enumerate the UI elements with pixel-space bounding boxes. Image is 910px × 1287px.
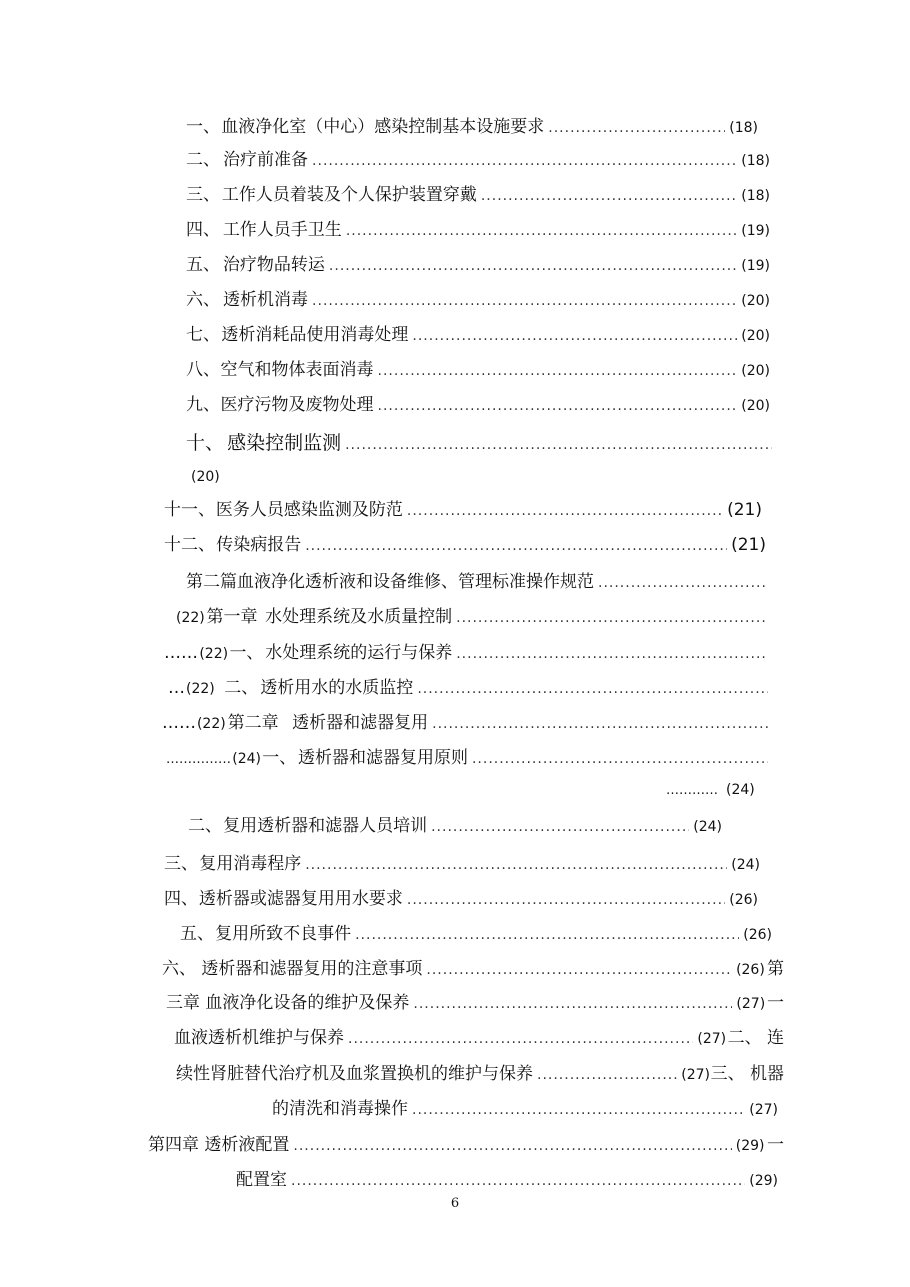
toc-number: 七、 bbox=[186, 325, 220, 345]
leader-dots bbox=[312, 150, 737, 172]
toc-entry bbox=[166, 747, 772, 771]
toc-page: (22) bbox=[186, 681, 215, 697]
toc-title: 医疗污物及废物处理 bbox=[220, 395, 374, 415]
toc-page: (24) bbox=[731, 857, 760, 873]
leader-dots bbox=[472, 748, 768, 770]
toc-page-wrapped bbox=[191, 466, 220, 488]
toc-page: (24) bbox=[693, 819, 722, 835]
toc-page: (29) bbox=[749, 1173, 778, 1189]
toc-entry bbox=[186, 394, 770, 417]
toc-entry bbox=[186, 289, 770, 312]
chapter-label: 第一章 bbox=[206, 607, 258, 627]
toc-entry bbox=[164, 499, 762, 522]
toc-title: 续性肾脏替代治疗机及血浆置换机的维护与保养 bbox=[176, 1064, 533, 1084]
leader-dots bbox=[417, 678, 768, 700]
toc-page: (21) bbox=[727, 500, 762, 520]
toc-title: 透析用水的水质监控 bbox=[260, 678, 414, 698]
toc-title: 透析器或滤器复用用水要求 bbox=[198, 889, 403, 909]
toc-title: 六、 透析器和滤器复用的注意事项 bbox=[162, 959, 423, 979]
toc-page: (20) bbox=[741, 398, 770, 414]
leader-dots bbox=[426, 959, 732, 981]
leader-dots bbox=[293, 1135, 731, 1157]
toc-number: 三、 bbox=[186, 185, 220, 205]
leader-dots: … bbox=[168, 678, 185, 698]
chapter-label: 第二章 bbox=[227, 713, 279, 733]
leader-dots bbox=[598, 572, 768, 594]
toc-entry bbox=[186, 254, 770, 277]
toc-title: 三章 血液净化设备的维护及保养 bbox=[166, 993, 410, 1013]
toc-page-wrapped bbox=[666, 779, 755, 802]
toc-page: (19) bbox=[741, 223, 770, 239]
toc-entry bbox=[168, 677, 772, 700]
toc-entry bbox=[176, 606, 772, 629]
toc-number: 二、 bbox=[186, 150, 220, 170]
toc-title: 空气和物体表面消毒 bbox=[220, 360, 374, 380]
toc-title: 医务人员感染监测及防范 bbox=[215, 500, 403, 520]
leader-dots bbox=[407, 500, 723, 522]
toc-number: 五、 bbox=[180, 924, 214, 944]
toc-page: (24) bbox=[726, 782, 755, 798]
leader-dots bbox=[456, 643, 768, 665]
toc-page: (18) bbox=[741, 188, 770, 204]
toc-page: (29) bbox=[735, 1138, 765, 1154]
toc-number: 二、 bbox=[188, 816, 222, 836]
toc-title: 透析器和滤器复用 bbox=[292, 713, 429, 733]
leader-dots bbox=[345, 434, 772, 456]
toc-number: 一、 bbox=[262, 748, 297, 768]
toc-page: (27) bbox=[749, 1102, 778, 1118]
toc-title: 第四章 透析液配置 bbox=[148, 1135, 290, 1155]
toc-fragment: 一 bbox=[767, 993, 784, 1013]
toc-page: (27) bbox=[736, 996, 766, 1012]
toc-title: 第二篇血液净化透析液和设备维修、管理标准操作规范 bbox=[186, 572, 594, 592]
toc-entry bbox=[188, 815, 722, 838]
toc-title: 血液净化室（中心）感染控制基本设施要求 bbox=[221, 117, 545, 137]
toc-number: 六、 bbox=[186, 290, 220, 310]
toc-title: 工作人员着装及个人保护装置穿戴 bbox=[221, 185, 477, 205]
toc-title: 治疗物品转运 bbox=[222, 255, 325, 275]
toc-fragment: 三、 机器 bbox=[710, 1064, 784, 1084]
toc-page: (27) bbox=[697, 1031, 727, 1047]
leader-dots bbox=[456, 607, 768, 629]
toc-page: (20) bbox=[741, 363, 770, 379]
leader-dots: …… bbox=[162, 713, 196, 733]
toc-entry bbox=[186, 184, 770, 207]
toc-entry bbox=[236, 1169, 778, 1192]
toc-title: 透析消耗品使用消毒处理 bbox=[221, 325, 409, 345]
toc-entry bbox=[164, 853, 760, 876]
leader-dots: …… bbox=[164, 643, 198, 663]
leader-dots bbox=[481, 185, 737, 207]
leader-dots bbox=[305, 535, 727, 557]
leader-dots bbox=[378, 395, 738, 417]
leader-dots bbox=[413, 993, 732, 1015]
toc-entry bbox=[176, 1063, 784, 1086]
toc-entry bbox=[166, 992, 784, 1015]
toc-title: 复用所致不良事件 bbox=[215, 924, 352, 944]
toc-page: (18) bbox=[729, 120, 758, 136]
toc-entry bbox=[164, 642, 772, 665]
part-heading bbox=[186, 571, 772, 594]
leader-dots bbox=[378, 360, 738, 382]
leader-dots bbox=[329, 255, 737, 277]
toc-entry bbox=[180, 923, 772, 946]
toc-page: (20) bbox=[191, 469, 220, 485]
toc-entry bbox=[164, 534, 766, 557]
toc-page: (19) bbox=[741, 258, 770, 274]
toc-number: 十二、 bbox=[164, 535, 215, 555]
toc-page: (20) bbox=[741, 293, 770, 309]
toc-title: 血液透析机维护与保养 bbox=[174, 1028, 344, 1048]
toc-title: 透析机消毒 bbox=[223, 290, 309, 310]
toc-title: 配置室 bbox=[236, 1170, 287, 1190]
toc-fragment: 二、 连 bbox=[727, 1028, 784, 1048]
leader-dots bbox=[312, 290, 737, 312]
toc-page: (26) bbox=[743, 927, 772, 943]
leader-dots bbox=[346, 220, 737, 242]
toc-page: (27) bbox=[681, 1067, 710, 1083]
toc-title: 治疗前准备 bbox=[223, 150, 309, 170]
leader-dots bbox=[305, 854, 727, 876]
toc-title: 感染控制监测 bbox=[227, 432, 342, 454]
toc-entry bbox=[272, 1098, 778, 1121]
leader-dots bbox=[412, 325, 737, 347]
toc-number: 四、 bbox=[164, 889, 198, 909]
toc-number: 二、 bbox=[224, 678, 259, 698]
leader-dots: ………… bbox=[666, 783, 718, 798]
toc-entry bbox=[186, 359, 770, 382]
toc-number: 三、 bbox=[164, 854, 198, 874]
toc-title: 水处理系统的运行与保养 bbox=[265, 643, 453, 663]
toc-title: 传染病报告 bbox=[216, 535, 302, 555]
toc-entry bbox=[162, 712, 772, 735]
toc-title: 复用消毒程序 bbox=[199, 854, 302, 874]
leader-dots: …………… bbox=[166, 752, 231, 767]
toc-number: 九、 bbox=[186, 395, 220, 415]
toc-page: (26) bbox=[736, 962, 765, 978]
toc-entry bbox=[162, 958, 784, 981]
toc-number: 一、 bbox=[186, 117, 220, 137]
toc-title: 复用透析器和滤器人员培训 bbox=[223, 816, 428, 836]
toc-page: (22) bbox=[196, 716, 226, 732]
leader-dots bbox=[548, 117, 725, 139]
toc-entry bbox=[186, 324, 770, 347]
toc-page: (18) bbox=[741, 153, 770, 169]
page-number: 6 bbox=[450, 1196, 460, 1211]
toc-page: (24) bbox=[232, 751, 262, 767]
toc-fragment: 一 bbox=[767, 1135, 784, 1155]
toc-number: 十一、 bbox=[164, 500, 215, 520]
leader-dots bbox=[432, 713, 768, 735]
toc-number: 八、 bbox=[186, 360, 220, 380]
toc-fragment: 第 bbox=[767, 959, 784, 979]
toc-title: 工作人员手卫生 bbox=[222, 220, 342, 240]
toc-number: 五、 bbox=[186, 255, 220, 275]
toc-entry bbox=[186, 149, 770, 172]
toc-entry bbox=[186, 219, 770, 242]
toc-number: 四、 bbox=[186, 220, 220, 240]
leader-dots bbox=[291, 1170, 745, 1192]
leader-dots bbox=[407, 889, 725, 911]
toc-page: (21) bbox=[731, 535, 766, 555]
leader-dots bbox=[537, 1064, 677, 1086]
toc-page: (20) bbox=[741, 328, 770, 344]
toc-entry bbox=[148, 1134, 784, 1157]
toc-page: (26) bbox=[729, 892, 758, 908]
toc-title: 的清洗和消毒操作 bbox=[272, 1099, 408, 1119]
toc-number: 一、 bbox=[229, 643, 264, 663]
leader-dots bbox=[431, 816, 689, 838]
leader-dots bbox=[355, 924, 739, 946]
toc-title: 透析器和滤器复用原则 bbox=[297, 748, 468, 768]
toc-title: 水处理系统及水质量控制 bbox=[265, 607, 453, 627]
toc-page: (22) bbox=[176, 610, 205, 626]
toc-page: (22) bbox=[199, 646, 229, 662]
leader-dots bbox=[348, 1028, 693, 1050]
leader-dots bbox=[412, 1099, 745, 1121]
toc-entry bbox=[164, 888, 758, 911]
toc-number: 十、 bbox=[186, 432, 225, 454]
toc-entry bbox=[174, 1027, 784, 1050]
toc-entry bbox=[186, 116, 758, 139]
toc-entry bbox=[186, 432, 776, 456]
